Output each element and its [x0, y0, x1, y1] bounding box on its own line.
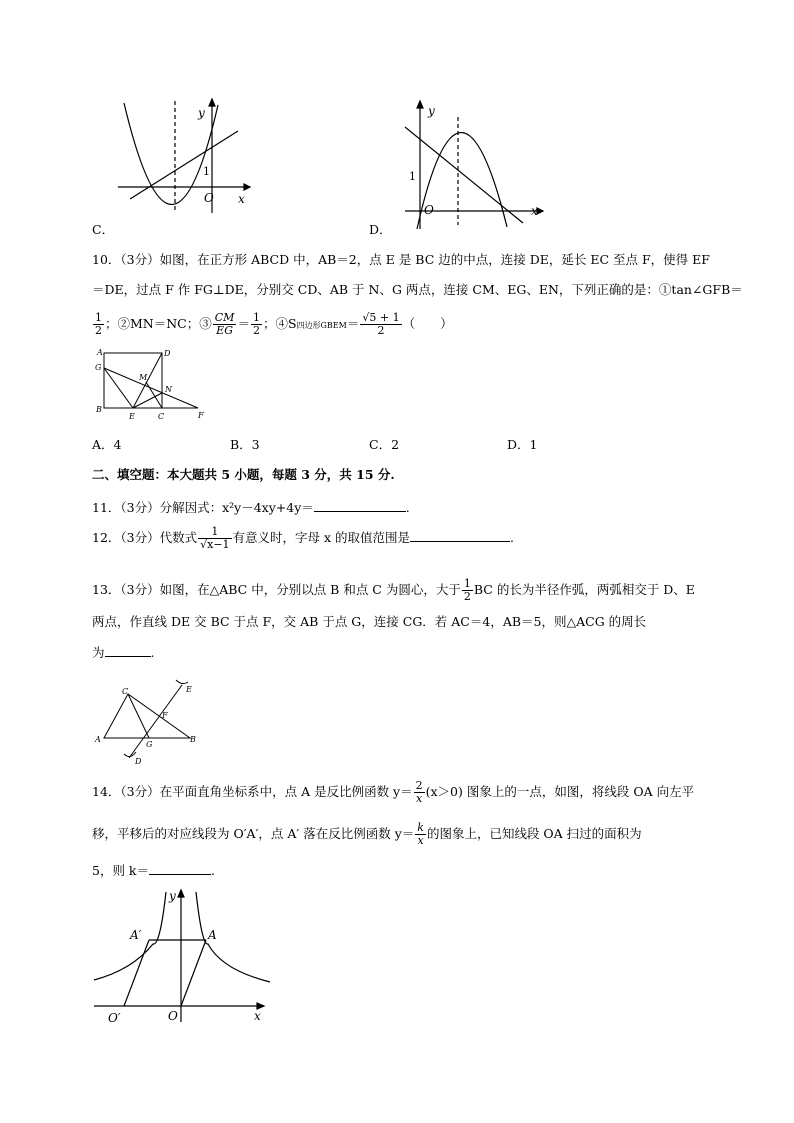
q10-option-d: D．1 [507, 437, 538, 452]
q14-fig-x: x [254, 1009, 261, 1023]
q13-fig-a: A [95, 735, 101, 744]
q10-line-1: 10．（3分）如图，在正方形 ABCD 中，AB＝2，点 E 是 BC 边的中点，连接 DE，延长 EC 至点 F，使得 EF [92, 252, 710, 267]
q10-fig-c: C [158, 412, 165, 421]
q10-frac-cm-eg: $\frac{CM}{EG}$ [214, 311, 235, 337]
q11-text: 11．（3分）分解因式：x²y－4xy+4y＝ [92, 500, 314, 515]
q14-fig-o: O [168, 1009, 178, 1023]
d-one-label: 1 [409, 170, 416, 183]
q14-line-2: 移，平移后的对应线段为 O′A′，点 A′ 落在反比例函数 y＝ $\frac{k}{x}$ 的图象上，已知线段 OA 扫过的面积为 [92, 821, 642, 847]
q14-answer-blank[interactable] [149, 862, 211, 875]
q10-fig-f: F [198, 411, 204, 420]
q10-option-b: B．3 [230, 437, 260, 452]
q13-answer-blank[interactable] [105, 644, 151, 657]
figure-q10 [92, 346, 212, 424]
q12-answer-blank[interactable] [410, 529, 510, 542]
q13-line-3: 为 . [92, 645, 155, 660]
q10-frac-half: $\frac{1}{2}$ [95, 311, 102, 337]
q10-option-a: A．4 [92, 437, 122, 452]
q10-option-c: C．2 [369, 437, 400, 452]
q14-fig-a-prime: A′ [130, 928, 142, 942]
q13-fig-d: D [135, 757, 142, 766]
q10-fig-n: N [165, 385, 172, 394]
c-origin-label: O [204, 191, 214, 205]
q10-frac-half-2: $\frac{1}{2}$ [252, 311, 260, 337]
d-axis-y-label: y [428, 104, 435, 118]
q10-fig-a: A [97, 348, 103, 357]
figure-q9-c [100, 95, 260, 215]
q13-line-2: 两点，作直线 DE 交 BC 于点 F，交 AB 于点 G，连接 CG．若 AC＝4，AB＝5，则△ACG 的周长 [92, 614, 647, 629]
q13-fig-f: F [162, 711, 168, 720]
q10-fig-b: B [96, 405, 102, 414]
q14-frac-k-over-x: $\frac{k}{x}$ [417, 821, 424, 847]
q10-fig-e: E [129, 412, 135, 421]
q14-fig-y: y [169, 889, 176, 903]
q10-fig-g: G [95, 363, 102, 372]
c-axis-y-label: y [198, 106, 205, 120]
q9-option-d-label: D． [369, 222, 392, 237]
q13-fig-b: B [190, 735, 196, 744]
q14-fig-o-prime: O′ [108, 1011, 121, 1025]
figure-q13 [92, 672, 212, 772]
q10-fig-d: D [164, 349, 171, 358]
q10-s4-sub: 四边形GBEM [296, 321, 347, 330]
q11: 11．（3分）分解因式：x²y－4xy+4y＝ . [92, 500, 410, 515]
q13-fig-c: C [122, 687, 129, 696]
q12-post: 有意义时，字母 x 的取值范围是 [232, 530, 411, 545]
figure-q9-d [395, 97, 555, 232]
q10-statements-prefix: ；②MN＝NC；③ [105, 316, 212, 331]
figure-q14 [92, 886, 272, 1026]
q13-frac-half: $\frac{1}{2}$ [463, 577, 471, 603]
c-axis-x-label: x [238, 192, 245, 206]
c-one-label: 1 [203, 165, 210, 178]
q12-frac: $\frac{1}{√x-1}$ [200, 525, 230, 551]
q14-fig-a: A [208, 928, 217, 942]
section-2-title: 二、填空题：本大题共 5 小题，每题 3 分，共 15 分. [92, 467, 395, 482]
q14-line-3: 5，则 k＝ . [92, 863, 215, 878]
q10-fig-m: M [139, 373, 148, 382]
d-origin-label: O [424, 203, 434, 217]
q11-answer-blank[interactable] [314, 499, 406, 512]
q10-frac-sqrt5: $\frac{√5 + 1}{2}$ [362, 311, 400, 337]
q12: 12．（3分）代数式 $\frac{1}{√x-1}$ 有意义时，字母 x 的取值范围是 . [92, 525, 515, 551]
q13-line-1: 13．（3分）如图，在△ABC 中，分别以点 B 和点 C 为圆心，大于 $\frac{1}{2}$ BC 的长为半径作弧，两弧相交于 D、E [92, 577, 695, 603]
q14-line-1: 14．（3分）在平面直角坐标系中，点 A 是反比例函数 y＝ $\frac{2}{x}$ (x＞0) 图象上的一点，如图，将线段 OA 向左平 [92, 779, 695, 805]
q13-fig-g: G [146, 740, 153, 749]
q10-paren: （ ） [402, 316, 453, 331]
q12-pre: 12．（3分）代数式 [92, 530, 198, 545]
d-axis-x-label: x [531, 204, 538, 218]
q9-option-c-label: C． [92, 222, 115, 237]
q10-line-3: $\frac{1}{2}$ ；②MN＝NC；③ $\frac{CM}{EG}$ ＝ $\frac{1}{2}$ ；④S四边形GBEM＝ $\frac{√5 + 1}{2}$ （ ） [95, 311, 453, 337]
q10-line-2: ＝DE，过点 F 作 FG⊥DE，分别交 CD、AB 于 N、G 两点，连接 CM、EG、EN，下列正确的是：①tan∠GFB＝ [92, 282, 743, 297]
q10-s4-prefix: ；④S [262, 316, 297, 331]
q14-frac-2-over-x: $\frac{2}{x}$ [415, 779, 423, 805]
q13-fig-e: E [186, 685, 192, 694]
